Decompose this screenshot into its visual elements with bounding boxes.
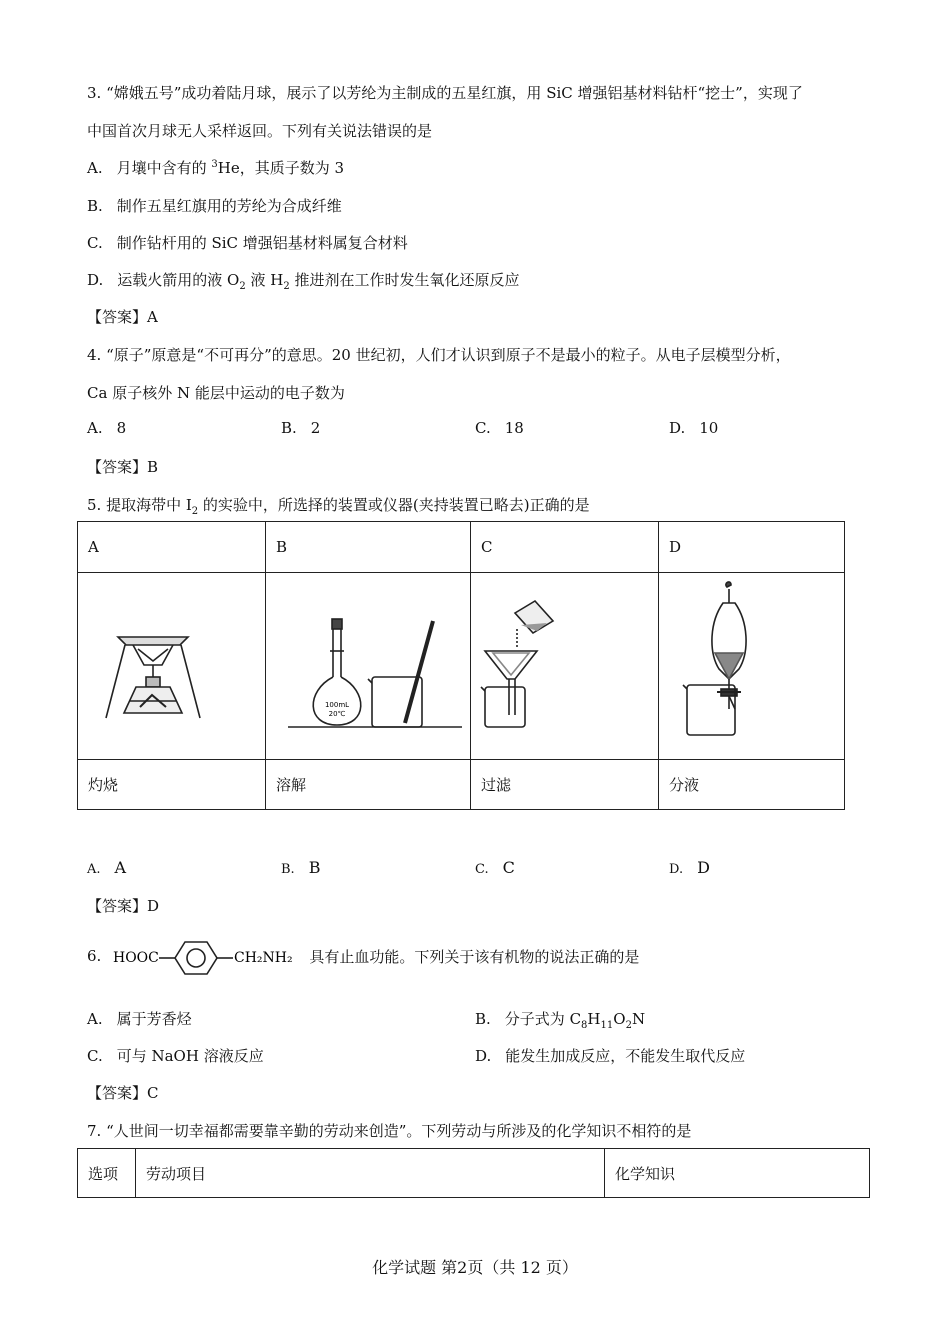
q6-option-c xyxy=(87,1045,264,1066)
q6-stem-text: 具有止血功能。下列关于该有机物的说法正确的是 xyxy=(309,947,640,966)
page-footer: 化学试题 第2页（共 12 页） xyxy=(372,1258,578,1277)
q5-answer: 【答案】D xyxy=(87,897,160,915)
q6-option-c-label: C. xyxy=(87,1047,103,1065)
q6-option-c-text: 可与 NaOH 溶液反应 xyxy=(116,1047,264,1065)
table-header-option: 选项 xyxy=(78,1149,136,1198)
q5-stem-text2: 的实验中，所选择的装置或仪器(夹持装置已略去)正确的是 xyxy=(198,496,590,514)
apparatus-cell-b xyxy=(266,573,471,760)
q4-stem-line2: Ca 原子核外 N 能层中运动的电子数为 xyxy=(87,384,345,402)
table-header-c: C xyxy=(471,522,659,573)
q6-option-d xyxy=(475,1045,745,1066)
q6-option-d-text: 能发生加成反应，不能发生取代反应 xyxy=(505,1047,746,1065)
q3-option-b xyxy=(87,195,342,216)
q4-option-b-text: 2 xyxy=(310,419,321,437)
q4-stem-line1: 4. “原子”原意是“不可再分”的意思。20 世纪初，人们才认识到原子不是最小的粒子。从电子层模型分析， xyxy=(87,346,791,364)
q6-option-b-text4: N xyxy=(631,1010,646,1028)
q3-option-d-sub1: 2 xyxy=(239,281,246,292)
benzene-ring-icon xyxy=(159,942,233,974)
q6-option-b-sub2: 11 xyxy=(600,1020,614,1031)
q5-option-a-text: A xyxy=(114,858,127,877)
table-header-b: B xyxy=(266,522,471,573)
q6-option-b-text3: O xyxy=(613,1010,626,1028)
filtration-funnel-illustration xyxy=(471,573,658,759)
q4-option-c-text: 18 xyxy=(504,419,524,437)
q6-option-b-text2: H xyxy=(587,1010,601,1028)
q3-option-c-text: 制作钻杆用的 SiC 增强铝基材料属复合材料 xyxy=(116,234,408,252)
q3-option-a-label: A. xyxy=(87,159,103,177)
q4-option-c-label: C. xyxy=(475,419,491,437)
apparatus-cell-d xyxy=(659,573,845,760)
q3-option-b-text: 制作五星红旗用的芳纶为合成纤维 xyxy=(116,197,342,215)
caption-separating: 分液 xyxy=(659,760,845,810)
q6-option-a-label: A. xyxy=(87,1010,103,1028)
q5-option-b-label: B. xyxy=(281,862,295,877)
table-header-knowledge: 化学知识 xyxy=(605,1149,870,1198)
q3-option-a-text2: He，其质子数为 3 xyxy=(217,159,345,177)
q5-option-c xyxy=(475,858,515,877)
flask-label-temperature: 20℃ xyxy=(328,710,346,718)
q5-option-d-text: D xyxy=(697,858,710,877)
q4-option-d-text: 10 xyxy=(699,419,719,437)
q5-option-b-text: B xyxy=(308,858,321,877)
q6-option-a xyxy=(87,1008,192,1029)
q3-option-a-text: 月壤中含有的 xyxy=(116,159,212,177)
q6-option-b-label: B. xyxy=(475,1010,491,1028)
q3-stem-line1: 3. “嫦娥五号”成功着陆月球，展示了以芳纶为主制成的五星红旗，用 SiC 增强铝基材料钻杆“挖士”，实现了 xyxy=(87,84,803,102)
q3-answer: 【答案】A xyxy=(87,308,158,326)
q4-option-d xyxy=(669,419,718,437)
q4-answer: 【答案】B xyxy=(87,458,159,476)
q4-option-a-label: A. xyxy=(87,419,103,437)
q4-option-c xyxy=(475,419,524,437)
q4-option-d-label: D. xyxy=(669,419,686,437)
q4-option-b xyxy=(281,419,320,437)
caption-burning: 灼烧 xyxy=(78,760,266,810)
q3-option-d-text3: 推进剂在工作时发生氧化还原反应 xyxy=(289,271,520,289)
crucible-tripod-burner-illustration xyxy=(78,573,265,759)
flask-label-volume: 100mL xyxy=(324,701,350,709)
q4-option-b-label: B. xyxy=(281,419,297,437)
q3-option-d-sub2: 2 xyxy=(283,281,290,292)
volumetric-flask-beaker-rod-illustration xyxy=(266,573,470,759)
apparatus-cell-a xyxy=(78,573,266,760)
formula-right-group: CH₂NH₂ xyxy=(234,950,293,966)
q6-option-b-sub3: 2 xyxy=(625,1020,632,1031)
table-header-labor: 劳动项目 xyxy=(136,1149,605,1198)
q3-stem-line2: 中国首次月球无人采样返回。下列有关说法错误的是 xyxy=(87,122,433,140)
q6-option-d-label: D. xyxy=(475,1047,492,1065)
q4-option-a xyxy=(87,419,126,437)
q5-option-a-label: A. xyxy=(87,862,101,877)
q6-option-b xyxy=(475,1008,645,1031)
q3-option-a xyxy=(87,157,344,178)
q5-stem xyxy=(87,494,590,517)
q3-option-d-label: D. xyxy=(87,271,104,289)
q5-option-c-label: C. xyxy=(475,862,489,877)
q6-option-a-text: 属于芳香烃 xyxy=(116,1010,192,1028)
separatory-funnel-illustration xyxy=(659,573,844,759)
caption-dissolving: 溶解 xyxy=(266,760,471,810)
q6-option-b-sub1: 8 xyxy=(581,1020,588,1031)
structural-formula xyxy=(113,934,303,978)
q5-stem-sub: 2 xyxy=(191,506,199,517)
q3-option-d xyxy=(87,269,520,292)
q3-option-b-label: B. xyxy=(87,197,103,215)
q3-option-d-text1: 运载火箭用的液 O xyxy=(117,271,240,289)
caption-filtering: 过滤 xyxy=(471,760,659,810)
q6-number: 6. xyxy=(87,947,102,965)
q3-option-d-text2: 液 H xyxy=(245,271,284,289)
q5-stem-text1: 5. 提取海带中 I xyxy=(87,496,192,514)
q3-option-c-label: C. xyxy=(87,234,103,252)
apparatus-cell-c xyxy=(471,573,659,760)
q5-option-c-text: C xyxy=(502,858,515,877)
table-header-d: D xyxy=(659,522,845,573)
q3-option-c xyxy=(87,232,408,253)
formula-left-group: HOOC xyxy=(113,950,160,966)
table-header-a: A xyxy=(78,522,266,573)
apparatus-table xyxy=(77,521,845,810)
q6-answer: 【答案】C xyxy=(87,1084,159,1102)
q5-option-d xyxy=(669,858,710,877)
q5-option-d-label: D. xyxy=(669,862,684,877)
q7-stem: 7. “人世间一切幸福都需要靠辛勤的劳动来创造”。下列劳动与所涉及的化学知识不相符的是 xyxy=(87,1122,692,1140)
labor-knowledge-table xyxy=(77,1148,870,1198)
q4-option-a-text: 8 xyxy=(116,419,127,437)
q5-option-a xyxy=(87,858,126,877)
q5-option-b xyxy=(281,858,320,877)
q6-stem xyxy=(87,932,639,980)
q6-option-b-text1: 分子式为 C xyxy=(504,1010,582,1028)
q3-option-a-sup: 3 xyxy=(211,159,218,170)
